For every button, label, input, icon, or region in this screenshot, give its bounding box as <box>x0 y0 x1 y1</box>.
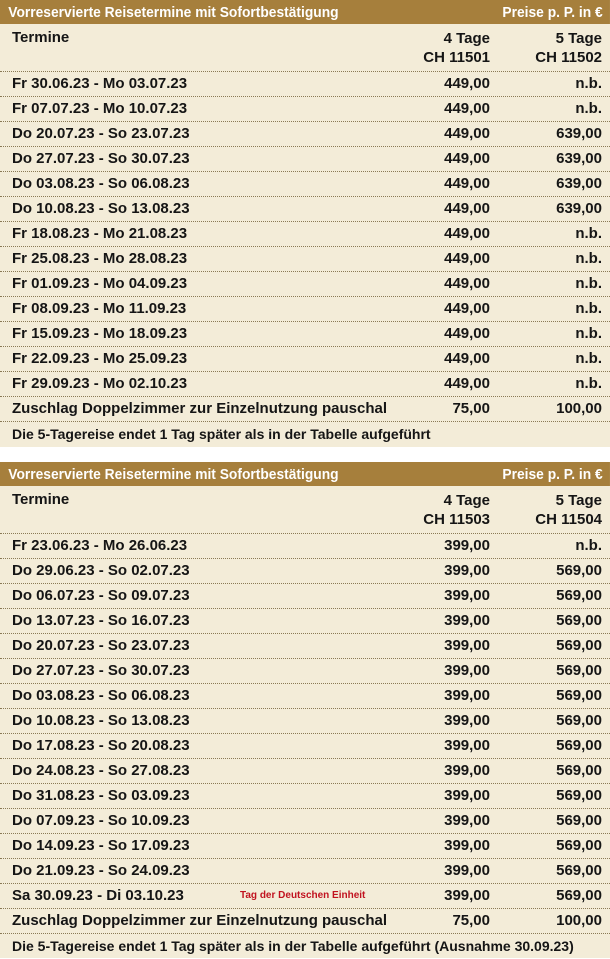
date-range-cell: Do 29.06.23 - So 02.07.23 <box>12 562 190 579</box>
table-row <box>0 609 610 634</box>
date-range-cell: Fr 22.09.23 - Mo 25.09.23 <box>12 350 188 367</box>
date-range-cell: Do 20.07.23 - So 23.07.23 <box>12 637 190 654</box>
price-5-days-cell: n.b. <box>575 225 602 242</box>
table-row <box>0 122 610 147</box>
price-5-days-cell: 569,00 <box>556 587 602 604</box>
price-4-days-cell: 75,00 <box>452 912 490 929</box>
table-row <box>0 397 610 422</box>
date-range-cell: Do 31.08.23 - So 03.09.23 <box>12 787 190 804</box>
price-5-days-cell: 569,00 <box>556 862 602 879</box>
table-row <box>0 372 610 397</box>
table-row <box>0 172 610 197</box>
date-range-cell: Fr 18.08.23 - Mo 21.08.23 <box>12 225 188 242</box>
date-range-cell: Do 03.08.23 - So 06.08.23 <box>12 175 190 192</box>
date-range-cell: Do 17.08.23 - So 20.08.23 <box>12 737 190 754</box>
date-range-cell: Do 27.07.23 - So 30.07.23 <box>12 662 190 679</box>
holiday-note: Tag der Deutschen Einheit <box>240 890 366 901</box>
price-5-days-cell: 639,00 <box>556 200 602 217</box>
price-5-days-cell: 569,00 <box>556 612 602 629</box>
price-5-days-cell: 639,00 <box>556 175 602 192</box>
date-range-cell: Fr 08.09.23 - Mo 11.09.23 <box>12 300 187 317</box>
column-header-termine: Termine <box>12 491 70 508</box>
date-range-cell: Do 10.08.23 - So 13.08.23 <box>12 712 190 729</box>
date-range-cell: Do 21.09.23 - So 24.09.23 <box>12 862 190 879</box>
table-row <box>0 684 610 709</box>
column-header-5-tage <box>535 491 602 529</box>
column-header-4-code: CH 11501 <box>423 49 490 66</box>
price-5-days-cell: 569,00 <box>556 562 602 579</box>
price-4-days-cell: 399,00 <box>444 687 490 704</box>
price-4-days-cell: 449,00 <box>444 300 490 317</box>
table-row <box>0 734 610 759</box>
price-5-days-cell: n.b. <box>575 350 602 367</box>
price-table-2 <box>0 462 610 958</box>
price-4-days-cell: 449,00 <box>444 150 490 167</box>
price-4-days-cell: 449,00 <box>444 200 490 217</box>
price-4-days-cell: 399,00 <box>444 862 490 879</box>
date-range-cell: Do 07.09.23 - So 10.09.23 <box>12 812 190 829</box>
table-row <box>0 247 610 272</box>
price-5-days-cell: 639,00 <box>556 150 602 167</box>
price-4-days-cell: 449,00 <box>444 375 490 392</box>
price-4-days-cell: 399,00 <box>444 837 490 854</box>
price-4-days-cell: 399,00 <box>444 562 490 579</box>
date-range-cell: Fr 23.06.23 - Mo 26.06.23 <box>12 537 188 554</box>
column-header-5-tage <box>535 29 602 67</box>
table-row <box>0 809 610 834</box>
date-range-cell: Do 03.08.23 - So 06.08.23 <box>12 687 190 704</box>
price-4-days-cell: 449,00 <box>444 225 490 242</box>
price-4-days-cell: 399,00 <box>444 612 490 629</box>
column-header-5-code: CH 11504 <box>535 511 602 528</box>
table-row <box>0 884 610 909</box>
table-body <box>0 72 610 422</box>
price-5-days-cell: n.b. <box>575 325 602 342</box>
footer-note: Die 5-Tagereise endet 1 Tag später als in der Tabelle aufgeführt (Ausnahme 30.09.23) <box>12 938 574 954</box>
price-5-days-cell: 569,00 <box>556 712 602 729</box>
date-range-cell: Zuschlag Doppelzimmer zur Einzelnutzung pauschal <box>12 400 388 417</box>
table-row <box>0 634 610 659</box>
table-row <box>0 659 610 684</box>
table-row <box>0 97 610 122</box>
price-5-days-cell: 569,00 <box>556 887 602 904</box>
price-4-days-cell: 399,00 <box>444 737 490 754</box>
table-row <box>0 709 610 734</box>
price-4-days-cell: 399,00 <box>444 712 490 729</box>
table-header <box>0 24 610 72</box>
price-4-days-cell: 399,00 <box>444 812 490 829</box>
column-header-4-tage <box>423 29 490 67</box>
table-title-bar <box>0 462 610 486</box>
column-header-5-days: 5 Tage <box>555 492 602 509</box>
price-5-days-cell: 569,00 <box>556 637 602 654</box>
price-5-days-cell: n.b. <box>575 100 602 117</box>
table-row <box>0 559 610 584</box>
date-range-cell: Fr 07.07.23 - Mo 10.07.23 <box>12 100 188 117</box>
price-note: Preise p. P. in € <box>502 465 603 483</box>
column-header-4-tage <box>423 491 490 529</box>
column-header-termine: Termine <box>12 29 70 46</box>
table-footer <box>0 422 610 447</box>
price-note: Preise p. P. in € <box>502 3 603 21</box>
date-range-cell: Do 20.07.23 - So 23.07.23 <box>12 125 190 142</box>
date-range-cell: Do 13.07.23 - So 16.07.23 <box>12 612 190 629</box>
table-row <box>0 759 610 784</box>
date-range-cell: Do 27.07.23 - So 30.07.23 <box>12 150 190 167</box>
table-row <box>0 197 610 222</box>
date-range-cell: Fr 29.09.23 - Mo 02.10.23 <box>12 375 188 392</box>
table-row <box>0 322 610 347</box>
date-range-cell: Fr 25.08.23 - Mo 28.08.23 <box>12 250 188 267</box>
price-5-days-cell: n.b. <box>575 250 602 267</box>
price-5-days-cell: 100,00 <box>556 912 602 929</box>
price-5-days-cell: 569,00 <box>556 812 602 829</box>
price-5-days-cell: 569,00 <box>556 837 602 854</box>
price-5-days-cell: 639,00 <box>556 125 602 142</box>
date-range-cell: Do 14.09.23 - So 17.09.23 <box>12 837 190 854</box>
price-4-days-cell: 449,00 <box>444 100 490 117</box>
date-range-cell: Fr 01.09.23 - Mo 04.09.23 <box>12 275 188 292</box>
price-table-1 <box>0 0 610 447</box>
table-row <box>0 834 610 859</box>
price-5-days-cell: n.b. <box>575 300 602 317</box>
table-row <box>0 784 610 809</box>
price-4-days-cell: 75,00 <box>452 400 490 417</box>
price-4-days-cell: 399,00 <box>444 587 490 604</box>
date-range-cell: Do 06.07.23 - So 09.07.23 <box>12 587 190 604</box>
column-header-4-days: 4 Tage <box>443 492 490 509</box>
date-range-cell: Do 24.08.23 - So 27.08.23 <box>12 762 190 779</box>
table-header <box>0 486 610 534</box>
table-title-bar <box>0 0 610 24</box>
table-title: Vorreservierte Reisetermine mit Sofortbestätigung <box>8 3 339 21</box>
price-4-days-cell: 449,00 <box>444 75 490 92</box>
price-5-days-cell: 100,00 <box>556 400 602 417</box>
price-4-days-cell: 449,00 <box>444 250 490 267</box>
price-4-days-cell: 449,00 <box>444 325 490 342</box>
price-4-days-cell: 399,00 <box>444 637 490 654</box>
price-5-days-cell: 569,00 <box>556 737 602 754</box>
column-header-4-code: CH 11503 <box>423 511 490 528</box>
table-body <box>0 534 610 934</box>
price-4-days-cell: 449,00 <box>444 275 490 292</box>
table-row <box>0 222 610 247</box>
table-title: Vorreservierte Reisetermine mit Sofortbestätigung <box>8 465 339 483</box>
table-row <box>0 534 610 559</box>
price-5-days-cell: n.b. <box>575 275 602 292</box>
price-5-days-cell: 569,00 <box>556 787 602 804</box>
price-4-days-cell: 399,00 <box>444 887 490 904</box>
price-4-days-cell: 449,00 <box>444 175 490 192</box>
price-4-days-cell: 399,00 <box>444 762 490 779</box>
date-range-cell: Fr 15.09.23 - Mo 18.09.23 <box>12 325 188 342</box>
column-header-4-days: 4 Tage <box>443 30 490 47</box>
price-5-days-cell: 569,00 <box>556 762 602 779</box>
date-range-cell: Sa 30.09.23 - Di 03.10.23 <box>12 887 184 904</box>
table-row <box>0 147 610 172</box>
table-row <box>0 584 610 609</box>
price-4-days-cell: 399,00 <box>444 787 490 804</box>
price-4-days-cell: 399,00 <box>444 662 490 679</box>
price-4-days-cell: 449,00 <box>444 350 490 367</box>
table-footer <box>0 934 610 959</box>
date-range-cell: Do 10.08.23 - So 13.08.23 <box>12 200 190 217</box>
table-row <box>0 72 610 97</box>
price-4-days-cell: 399,00 <box>444 537 490 554</box>
table-row <box>0 272 610 297</box>
footer-note: Die 5-Tagereise endet 1 Tag später als in der Tabelle aufgeführt <box>12 426 431 442</box>
table-row <box>0 859 610 884</box>
price-4-days-cell: 449,00 <box>444 125 490 142</box>
column-header-5-days: 5 Tage <box>555 30 602 47</box>
price-5-days-cell: n.b. <box>575 75 602 92</box>
price-5-days-cell: n.b. <box>575 537 602 554</box>
table-row <box>0 909 610 934</box>
price-5-days-cell: 569,00 <box>556 687 602 704</box>
table-row <box>0 297 610 322</box>
table-row <box>0 347 610 372</box>
date-range-cell: Zuschlag Doppelzimmer zur Einzelnutzung pauschal <box>12 912 388 929</box>
date-range-cell: Fr 30.06.23 - Mo 03.07.23 <box>12 75 188 92</box>
column-header-5-code: CH 11502 <box>535 49 602 66</box>
price-5-days-cell: 569,00 <box>556 662 602 679</box>
price-5-days-cell: n.b. <box>575 375 602 392</box>
